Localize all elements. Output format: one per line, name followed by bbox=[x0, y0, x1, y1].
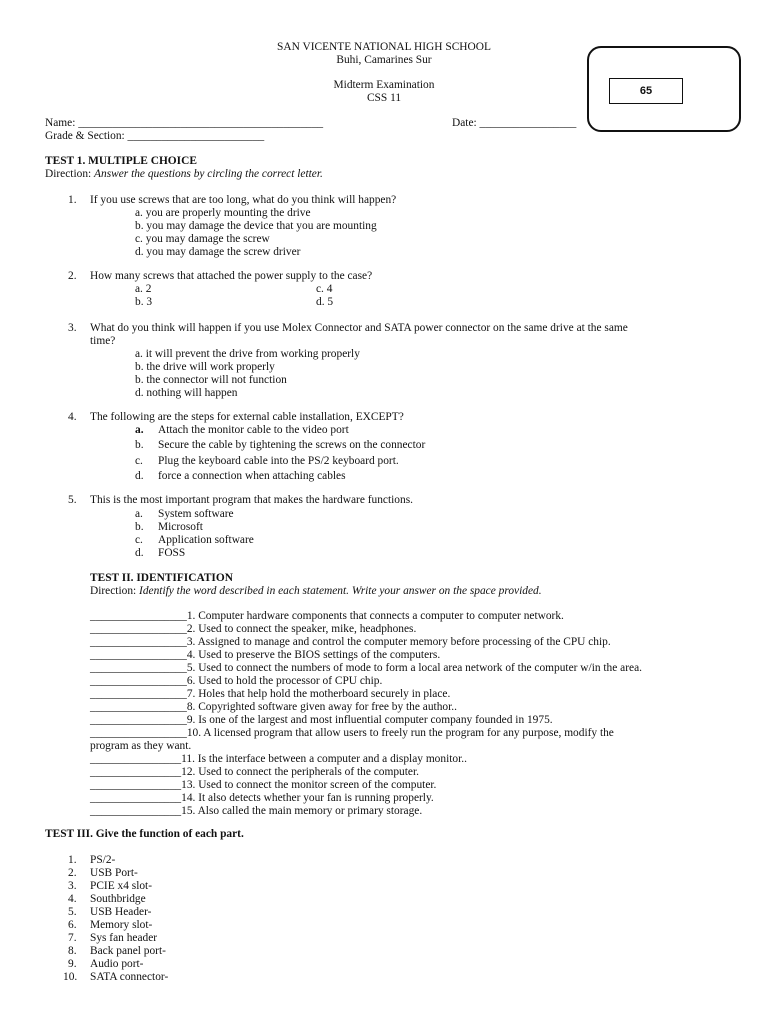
identification-item: _________________3. Assigned to manage and control the computer memory before processing of the CPU chip. bbox=[90, 636, 611, 648]
test1-direction-text: Answer the questions by circling the correct letter. bbox=[94, 168, 323, 180]
q4-choice-c: Plug the keyboard cable into the PS/2 keyboard port. bbox=[158, 455, 399, 467]
identification-item: _________________2. Used to connect the speaker, mike, headphones. bbox=[90, 623, 417, 635]
q4-choice-d: force a connection when attaching cables bbox=[158, 470, 346, 482]
q1-choice-c: c. you may damage the screw bbox=[135, 233, 270, 245]
q5-letter-b: b. bbox=[135, 521, 144, 533]
q3-text-line1: What do you think will happen if you use Molex Connector and SATA power connector on the same drive at the same bbox=[90, 322, 628, 334]
q4-letter-d: d. bbox=[135, 470, 144, 482]
part-item: PCIE x4 slot- bbox=[90, 880, 153, 892]
identification-item: _________________4. Used to preserve the BIOS settings of the computers. bbox=[90, 649, 441, 661]
part-item: Sys fan header bbox=[90, 932, 158, 944]
part-number: 10. bbox=[63, 971, 78, 983]
identification-item: ________________15. Also called the main memory or primary storage. bbox=[90, 805, 423, 817]
part-item: Memory slot- bbox=[90, 919, 153, 931]
date-field: Date: _________________ bbox=[452, 117, 577, 129]
q2-choice-a: a. 2 bbox=[135, 283, 152, 295]
identification-item: _________________1. Computer hardware components that connects a computer to computer network. bbox=[90, 610, 564, 622]
test1-direction-label: Direction: bbox=[45, 168, 92, 180]
q3-text-line2: time? bbox=[90, 335, 116, 347]
q4-text: The following are the steps for external cable installation, EXCEPT? bbox=[90, 411, 404, 423]
school-name: SAN VICENTE NATIONAL HIGH SCHOOL bbox=[277, 41, 491, 53]
grade-section-field: Grade & Section: ________________________ bbox=[45, 130, 265, 142]
q5-text: This is the most important program that makes the hardware functions. bbox=[90, 494, 413, 506]
q4-choice-b: Secure the cable by tightening the screws on the connector bbox=[158, 439, 426, 451]
identification-item: _________________8. Copyrighted software given away for free by the author.. bbox=[90, 701, 457, 713]
q2-choice-d: d. 5 bbox=[316, 296, 334, 308]
identification-item: ________________14. It also detects whether your fan is running properly. bbox=[90, 792, 434, 804]
q5-letter-a: a. bbox=[135, 508, 143, 520]
test2-direction-text: Identify the word described in each statement. Write your answer on the space provided. bbox=[139, 585, 542, 597]
q4-letter-c: c. bbox=[135, 455, 143, 467]
part-item: SATA connector- bbox=[90, 971, 169, 983]
identification-item-continuation: program as they want. bbox=[90, 740, 192, 752]
q1-choice-b: b. you may damage the device that you are mounting bbox=[135, 220, 377, 232]
q2-text: How many screws that attached the power supply to the case? bbox=[90, 270, 373, 282]
part-number: 7. bbox=[68, 932, 77, 944]
q1-choice-d: d. you may damage the screw driver bbox=[135, 246, 301, 258]
part-number: 4. bbox=[68, 893, 77, 905]
q5-choice-d: FOSS bbox=[158, 547, 186, 559]
part-item: Southbridge bbox=[90, 893, 146, 905]
test1-direction bbox=[45, 168, 323, 181]
part-number: 2. bbox=[68, 867, 77, 879]
q5-choice-c: Application software bbox=[158, 534, 254, 546]
part-item: USB Header- bbox=[90, 906, 152, 918]
q5-letter-d: d. bbox=[135, 547, 144, 559]
q2-number: 2. bbox=[68, 270, 77, 282]
part-number: 6. bbox=[68, 919, 77, 931]
q5-choice-b: Microsoft bbox=[158, 521, 203, 533]
part-number: 9. bbox=[68, 958, 77, 970]
part-item: PS/2- bbox=[90, 854, 116, 866]
q3-choice-a: a. it will prevent the drive from working properly bbox=[135, 348, 360, 360]
identification-item: _________________10. A licensed program that allow users to freely run the program for any purpose, modify the bbox=[90, 727, 614, 739]
test1-title: TEST 1. MULTIPLE CHOICE bbox=[45, 155, 197, 167]
q1-text: If you use screws that are too long, what do you think will happen? bbox=[90, 194, 397, 206]
q5-number: 5. bbox=[68, 494, 77, 506]
q2-choice-b: b. 3 bbox=[135, 296, 153, 308]
exam-title: Midterm Examination bbox=[333, 79, 435, 91]
part-item: Back panel port- bbox=[90, 945, 166, 957]
part-number: 5. bbox=[68, 906, 77, 918]
q4-letter-b: b. bbox=[135, 439, 144, 451]
q3-choice-d: d. nothing will happen bbox=[135, 387, 238, 399]
test2-direction-label: Direction: bbox=[90, 585, 137, 597]
q3-choice-b: b. the drive will work properly bbox=[135, 361, 275, 373]
q3-choice-c: b. the connector will not function bbox=[135, 374, 287, 386]
test2-direction bbox=[90, 585, 542, 598]
q4-choice-a: Attach the monitor cable to the video port bbox=[158, 424, 349, 436]
q2-choice-c: c. 4 bbox=[316, 283, 333, 295]
identification-item: _________________7. Holes that help hold the motherboard securely in place. bbox=[90, 688, 451, 700]
q5-choice-a: System software bbox=[158, 508, 234, 520]
q4-letter-a: a. bbox=[135, 424, 144, 436]
identification-item: _________________6. Used to hold the processor of CPU chip. bbox=[90, 675, 383, 687]
score-value: 65 bbox=[609, 78, 683, 104]
q1-choice-a: a. you are properly mounting the drive bbox=[135, 207, 311, 219]
identification-item: ________________13. Used to connect the monitor screen of the computer. bbox=[90, 779, 437, 791]
identification-item: ________________11. Is the interface between a computer and a display monitor.. bbox=[90, 753, 467, 765]
q4-number: 4. bbox=[68, 411, 77, 423]
identification-item: _________________5. Used to connect the numbers of mode to form a local area network of the computer w/in the area. bbox=[90, 662, 642, 674]
test3-title: TEST III. Give the function of each part. bbox=[45, 828, 244, 840]
part-number: 3. bbox=[68, 880, 77, 892]
name-field: Name: ___________________________________________ bbox=[45, 117, 324, 129]
school-location: Buhi, Camarines Sur bbox=[336, 54, 432, 66]
q3-number: 3. bbox=[68, 322, 77, 334]
q1-number: 1. bbox=[68, 194, 77, 206]
part-number: 8. bbox=[68, 945, 77, 957]
identification-item: ________________12. Used to connect the peripherals of the computer. bbox=[90, 766, 419, 778]
identification-item: _________________9. Is one of the largest and most influential computer company founded in 1975. bbox=[90, 714, 553, 726]
q5-letter-c: c. bbox=[135, 534, 143, 546]
subject-title: CSS 11 bbox=[366, 92, 402, 104]
part-number: 1. bbox=[68, 854, 77, 866]
test2-title: TEST II. IDENTIFICATION bbox=[90, 572, 233, 584]
part-item: Audio port- bbox=[90, 958, 144, 970]
part-item: USB Port- bbox=[90, 867, 138, 879]
